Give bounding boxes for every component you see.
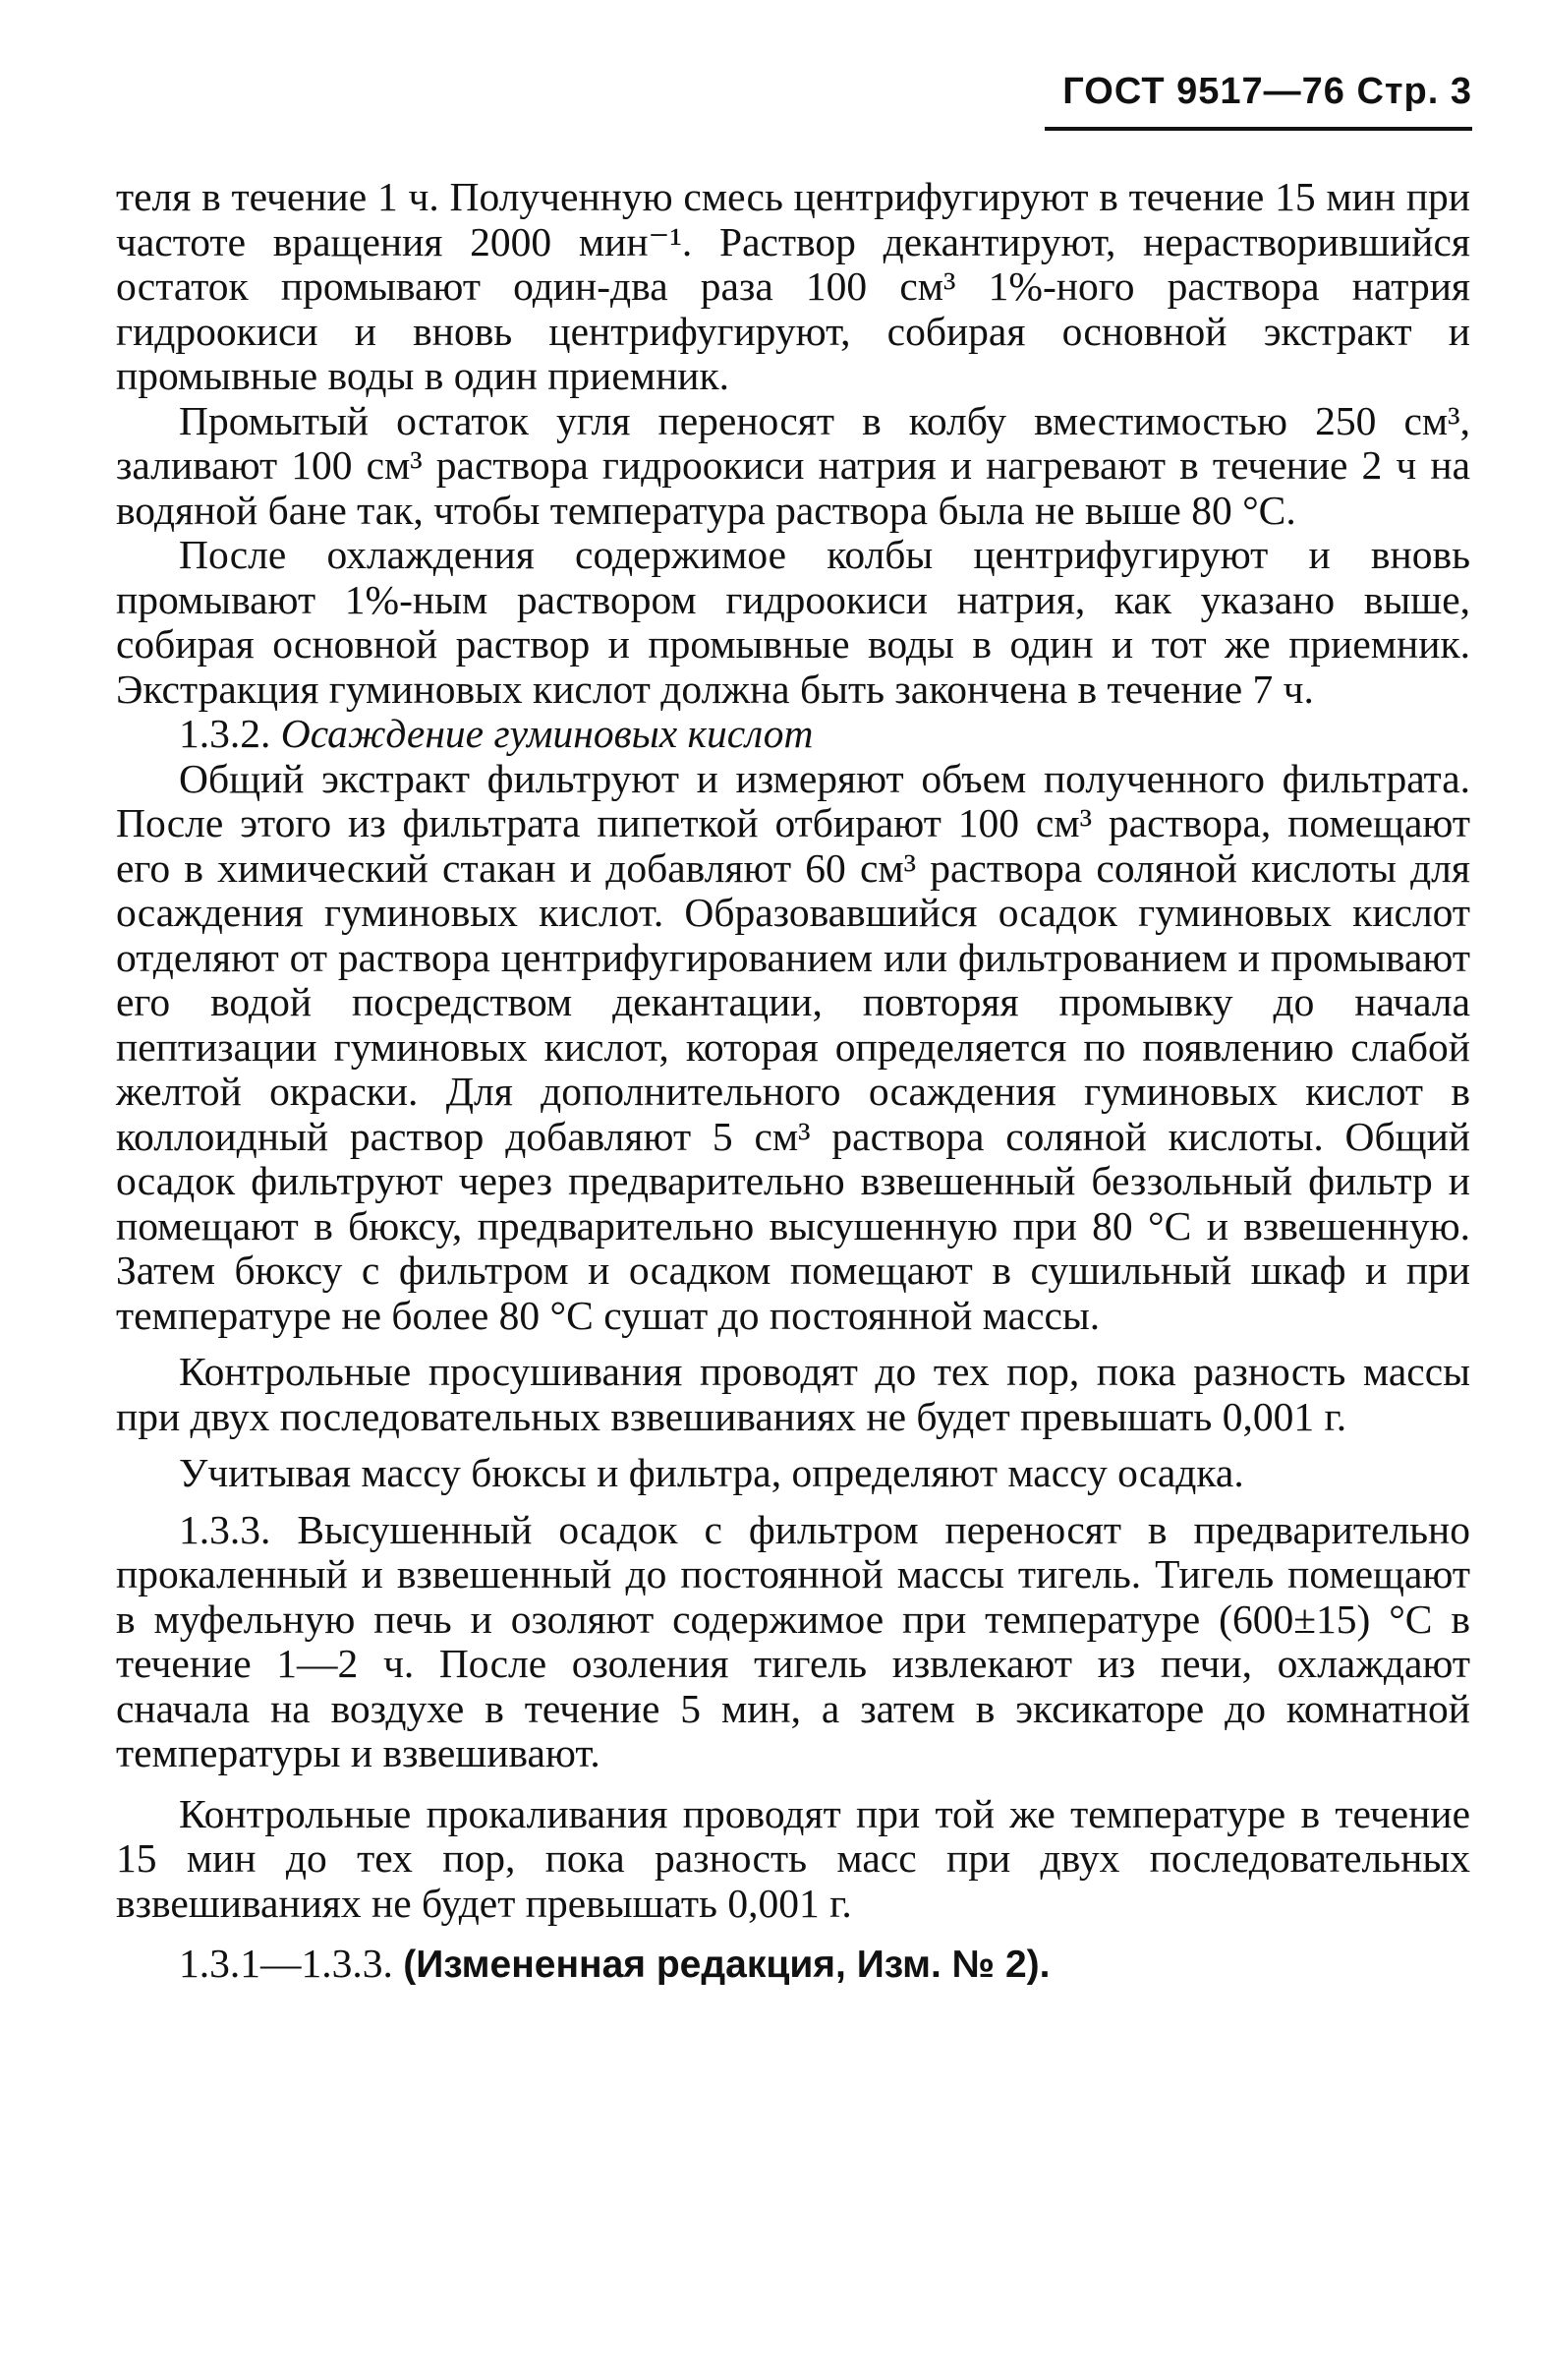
paragraph-control-calcination: Контрольные прокаливания проводят при той же температуре в течение 15 мин до тех пор, пока разность масс при двух последовательных взвешиваниях не будет превышать 0,001 г. <box>116 1790 1470 1926</box>
paragraph-total-extract: Общий экстракт фильтруют и измеряют объем полученного фильтрата. После этого из фильтрата пипеткой отбирают 100 см³ раствора, помещают его в химический стакан и добавляют 60 см³ раствора соляной кислоты для осаждения гуминовых кислот. Образовавшийся осадок гуминовых кислот отделяют от раствора центрифугированием или фильтрованием и промывают его водой посредством декантации, повторяя промывку до начала пептизации гуминовых кислот, которая определяется по появлению слабой желтой окраски. Для дополнительного осаждения гуминовых кислот в коллоидный раствор добавляют 5 см³ раствора соляной кислоты. Общий осадок фильтруют через предварительно взвешенный беззольный фильтр и помещают в бюксу, предварительно высушенную при 80 °С и взвешенную. Затем бюксу с фильтром и осадком помещают в сушильный шкаф и при температуре не более 80 °С сушат до постоянной массы. <box>116 755 1470 1338</box>
amendment-text: (Измененная редакция, Изм. № 2). <box>403 1944 1051 1986</box>
section-title: Осаждение гуминовых кислот <box>280 711 814 756</box>
document-reference: ГОСТ 9517—76 Стр. 3 <box>1045 71 1472 131</box>
document-body <box>116 175 1470 1988</box>
paragraph-control-drying: Контрольные просушивания проводят до тех пор, пока разность массы при двух последовательных взвешиваниях не будет превышать 0,001 г. <box>116 1349 1470 1439</box>
amendment-note <box>116 1942 1470 1988</box>
paragraph-1-3-3: 1.3.3. Высушенный осадок с фильтром переносят в предварительно прокаленный и взвешенный до постоянной массы тигель. Тигель помещают в муфельную печь и озоляют содержимое при температуре (600±15) °С в течение 1—2 ч. После озоления тигель извлекают из печи, охлаждают сначала на воздухе в течение 5 мин, а затем в эксикаторе до комнатной температуры и взвешивают. <box>116 1506 1470 1775</box>
section-heading-1-3-2 <box>116 712 1470 757</box>
page-header <box>1045 71 1472 131</box>
paragraph-after-cooling: После охлаждения содержимое колбы центрифугируют и вновь промывают 1%-ным раствором гидроокиси натрия, как указано выше, собирая основной раствор и промывные воды в один и тот же приемник. Экстракция гуминовых кислот должна быть закончена в течение 7 ч. <box>116 532 1470 712</box>
paragraph-rinsed-residue: Промытый остаток угля переносят в колбу вместимостью 250 см³, заливают 100 см³ раствора гидроокиси натрия и нагревают в течение 2 ч на водяной бане так, чтобы температура раствора была не выше 80 °С. <box>116 397 1470 533</box>
paragraph-continuation: теля в течение 1 ч. Полученную смесь центрифугируют в течение 15 мин при частоте вращения 2000 мин⁻¹. Раствор декантируют, нерастворившийся остаток промывают один-два раза 100 см³ 1%-ного раствора натрия гидроокиси и вновь центрифугируют, собирая основной экстракт и промывные воды в один приемник. <box>116 174 1470 398</box>
amendment-range: 1.3.1—1.3.3. <box>179 1941 393 1986</box>
section-number: 1.3.2. <box>179 711 271 756</box>
paragraph-mass-of-precipitate: Учитывая массу бюксы и фильтра, определяют массу осадка. <box>179 1450 1244 1495</box>
